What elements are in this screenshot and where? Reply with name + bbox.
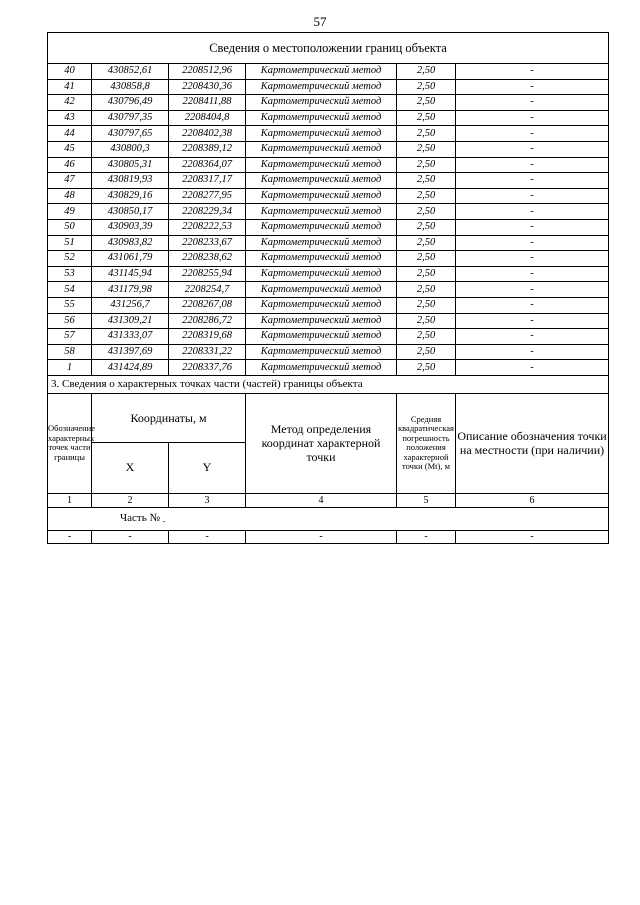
method-cell: Картометрический метод bbox=[246, 95, 397, 111]
page-number: 57 bbox=[313, 14, 327, 29]
point-number: 52 bbox=[48, 251, 92, 267]
mt-cell: 2,50 bbox=[397, 313, 456, 329]
coord-y: 2208277,95 bbox=[169, 188, 246, 204]
method-cell: Картометрический метод bbox=[246, 188, 397, 204]
coord-y: 2208317,17 bbox=[169, 173, 246, 189]
coord-y: 2208331,22 bbox=[169, 344, 246, 360]
part-cell: - bbox=[456, 530, 609, 543]
point-number: 40 bbox=[48, 64, 92, 80]
header-row-1 bbox=[48, 393, 609, 442]
coord-x: 431333,07 bbox=[92, 329, 169, 345]
method-cell: Картометрический метод bbox=[246, 329, 397, 345]
point-number: 53 bbox=[48, 266, 92, 282]
coord-x: 430858,8 bbox=[92, 79, 169, 95]
part-cell: - bbox=[397, 530, 456, 543]
description-cell: - bbox=[456, 95, 609, 111]
column-index: 5 bbox=[397, 493, 456, 507]
mt-cell: 2,50 bbox=[397, 266, 456, 282]
method-cell: Картометрический метод bbox=[246, 297, 397, 313]
part-label: Часть № bbox=[120, 511, 160, 524]
mt-cell: 2,50 bbox=[397, 297, 456, 313]
table-row bbox=[48, 157, 609, 173]
coord-y: 2208337,76 bbox=[169, 360, 246, 376]
point-number: 51 bbox=[48, 235, 92, 251]
table-row bbox=[48, 313, 609, 329]
coord-y: 2208364,07 bbox=[169, 157, 246, 173]
description-cell: - bbox=[456, 219, 609, 235]
coord-x: 430800,3 bbox=[92, 141, 169, 157]
mt-cell: 2,50 bbox=[397, 79, 456, 95]
table-row bbox=[48, 204, 609, 220]
method-cell: Картометрический метод bbox=[246, 204, 397, 220]
part-number: - bbox=[162, 516, 166, 526]
point-number: 46 bbox=[48, 157, 92, 173]
point-number: 47 bbox=[48, 173, 92, 189]
description-cell: - bbox=[456, 251, 609, 267]
coord-y: 2208267,08 bbox=[169, 297, 246, 313]
coord-x: 430797,65 bbox=[92, 126, 169, 142]
mt-cell: 2,50 bbox=[397, 219, 456, 235]
method-cell: Картометрический метод bbox=[246, 251, 397, 267]
coord-y: 2208229,34 bbox=[169, 204, 246, 220]
point-number: 55 bbox=[48, 297, 92, 313]
method-cell: Картометрический метод bbox=[246, 141, 397, 157]
point-number: 48 bbox=[48, 188, 92, 204]
method-cell: Картометрический метод bbox=[246, 64, 397, 80]
mt-cell: 2,50 bbox=[397, 95, 456, 111]
method-cell: Картометрический метод bbox=[246, 313, 397, 329]
mt-cell: 2,50 bbox=[397, 360, 456, 376]
header-method: Метод определения координат характерной точки bbox=[246, 393, 397, 493]
coord-y: 2208411,88 bbox=[169, 95, 246, 111]
header-designation: Обозначение характерных точек части границы bbox=[48, 393, 92, 493]
column-index: 4 bbox=[246, 493, 397, 507]
table-row bbox=[48, 188, 609, 204]
point-number: 1 bbox=[48, 360, 92, 376]
method-cell: Картометрический метод bbox=[246, 344, 397, 360]
coord-y: 2208255,94 bbox=[169, 266, 246, 282]
description-cell: - bbox=[456, 360, 609, 376]
mt-cell: 2,50 bbox=[397, 110, 456, 126]
coord-y: 2208404,8 bbox=[169, 110, 246, 126]
description-cell: - bbox=[456, 173, 609, 189]
table-row bbox=[48, 282, 609, 298]
mt-cell: 2,50 bbox=[397, 64, 456, 80]
mt-cell: 2,50 bbox=[397, 282, 456, 298]
description-cell: - bbox=[456, 329, 609, 345]
mt-cell: 2,50 bbox=[397, 173, 456, 189]
method-cell: Картометрический метод bbox=[246, 219, 397, 235]
part-cell: - bbox=[92, 530, 169, 543]
description-cell: - bbox=[456, 157, 609, 173]
coord-y: 2208512,96 bbox=[169, 64, 246, 80]
column-index: 2 bbox=[92, 493, 169, 507]
description-cell: - bbox=[456, 313, 609, 329]
table-row bbox=[48, 79, 609, 95]
description-cell: - bbox=[456, 79, 609, 95]
method-cell: Картометрический метод bbox=[246, 360, 397, 376]
description-cell: - bbox=[456, 266, 609, 282]
mt-cell: 2,50 bbox=[397, 204, 456, 220]
method-cell: Картометрический метод bbox=[246, 79, 397, 95]
description-cell: - bbox=[456, 344, 609, 360]
header-description: Описание обозначения точки на местности (при наличии) bbox=[456, 393, 609, 493]
coord-y: 2208254,7 bbox=[169, 282, 246, 298]
description-cell: - bbox=[456, 126, 609, 142]
coord-y: 2208222,53 bbox=[169, 219, 246, 235]
part-cell: - bbox=[246, 530, 397, 543]
method-cell: Картометрический метод bbox=[246, 282, 397, 298]
method-cell: Картометрический метод bbox=[246, 173, 397, 189]
coord-x: 430983,82 bbox=[92, 235, 169, 251]
mt-cell: 2,50 bbox=[397, 126, 456, 142]
section3-title-row bbox=[48, 375, 609, 393]
coord-x: 431061,79 bbox=[92, 251, 169, 267]
coord-x: 431145,94 bbox=[92, 266, 169, 282]
header-x: X bbox=[92, 442, 169, 493]
coord-x: 430903,39 bbox=[92, 219, 169, 235]
point-number: 42 bbox=[48, 95, 92, 111]
method-cell: Картометрический метод bbox=[246, 110, 397, 126]
coord-x: 431256,7 bbox=[92, 297, 169, 313]
coord-x: 430819,93 bbox=[92, 173, 169, 189]
mt-cell: 2,50 bbox=[397, 344, 456, 360]
table-row bbox=[48, 141, 609, 157]
method-cell: Картометрический метод bbox=[246, 266, 397, 282]
method-cell: Картометрический метод bbox=[246, 126, 397, 142]
description-cell: - bbox=[456, 110, 609, 126]
point-number: 57 bbox=[48, 329, 92, 345]
point-number: 49 bbox=[48, 204, 92, 220]
header-mt: Средняя квадратическая погрешность положения характерной точки (Mt), м bbox=[397, 393, 456, 493]
description-cell: - bbox=[456, 188, 609, 204]
table-row bbox=[48, 329, 609, 345]
coord-x: 430797,35 bbox=[92, 110, 169, 126]
description-cell: - bbox=[456, 235, 609, 251]
table-row bbox=[48, 126, 609, 142]
point-number: 56 bbox=[48, 313, 92, 329]
table-row bbox=[48, 297, 609, 313]
description-cell: - bbox=[456, 282, 609, 298]
point-number: 44 bbox=[48, 126, 92, 142]
point-number: 43 bbox=[48, 110, 92, 126]
header-coordinates: Координаты, м bbox=[92, 393, 246, 442]
point-number: 50 bbox=[48, 219, 92, 235]
table-row bbox=[48, 360, 609, 376]
method-cell: Картометрический метод bbox=[246, 157, 397, 173]
table-row bbox=[48, 110, 609, 126]
coord-x: 431179,98 bbox=[92, 282, 169, 298]
coord-y: 2208430,36 bbox=[169, 79, 246, 95]
mt-cell: 2,50 bbox=[397, 235, 456, 251]
mt-cell: 2,50 bbox=[397, 329, 456, 345]
section-title: Сведения о местоположении границ объекта bbox=[48, 33, 609, 64]
coord-x: 430805,31 bbox=[92, 157, 169, 173]
point-number: 45 bbox=[48, 141, 92, 157]
coord-y: 2208319,68 bbox=[169, 329, 246, 345]
description-cell: - bbox=[456, 204, 609, 220]
coord-x: 431424,89 bbox=[92, 360, 169, 376]
table-row bbox=[48, 235, 609, 251]
coord-x: 430850,17 bbox=[92, 204, 169, 220]
part-label-cell bbox=[48, 507, 609, 530]
mt-cell: 2,50 bbox=[397, 141, 456, 157]
part-row bbox=[48, 507, 609, 530]
table-row bbox=[48, 173, 609, 189]
section-title-row bbox=[48, 33, 609, 64]
table-row bbox=[48, 95, 609, 111]
description-cell: - bbox=[456, 141, 609, 157]
table-row bbox=[48, 251, 609, 267]
coord-x: 431309,21 bbox=[92, 313, 169, 329]
mt-cell: 2,50 bbox=[397, 157, 456, 173]
point-number: 41 bbox=[48, 79, 92, 95]
part-data-row bbox=[48, 530, 609, 543]
column-index: 6 bbox=[456, 493, 609, 507]
coord-x: 431397,69 bbox=[92, 344, 169, 360]
part-cell: - bbox=[169, 530, 246, 543]
method-cell: Картометрический метод bbox=[246, 235, 397, 251]
table-row bbox=[48, 219, 609, 235]
coord-x: 430796,49 bbox=[92, 95, 169, 111]
point-number: 58 bbox=[48, 344, 92, 360]
table-row bbox=[48, 266, 609, 282]
part-cell: - bbox=[48, 530, 92, 543]
column-index: 1 bbox=[48, 493, 92, 507]
header-y: Y bbox=[169, 442, 246, 493]
mt-cell: 2,50 bbox=[397, 188, 456, 204]
boundary-table bbox=[47, 32, 609, 544]
table-row bbox=[48, 64, 609, 80]
mt-cell: 2,50 bbox=[397, 251, 456, 267]
coord-x: 430829,16 bbox=[92, 188, 169, 204]
table-row bbox=[48, 344, 609, 360]
description-cell: - bbox=[456, 64, 609, 80]
document-table-wrapper bbox=[47, 32, 608, 544]
coord-y: 2208389,12 bbox=[169, 141, 246, 157]
column-index: 3 bbox=[169, 493, 246, 507]
coord-y: 2208238,62 bbox=[169, 251, 246, 267]
column-index-row bbox=[48, 493, 609, 507]
section3-title: 3. Сведения о характерных точках части (частей) границы объекта bbox=[48, 375, 609, 393]
description-cell: - bbox=[456, 297, 609, 313]
coord-y: 2208286,72 bbox=[169, 313, 246, 329]
coord-y: 2208402,38 bbox=[169, 126, 246, 142]
point-number: 54 bbox=[48, 282, 92, 298]
coord-x: 430852,61 bbox=[92, 64, 169, 80]
coord-y: 2208233,67 bbox=[169, 235, 246, 251]
